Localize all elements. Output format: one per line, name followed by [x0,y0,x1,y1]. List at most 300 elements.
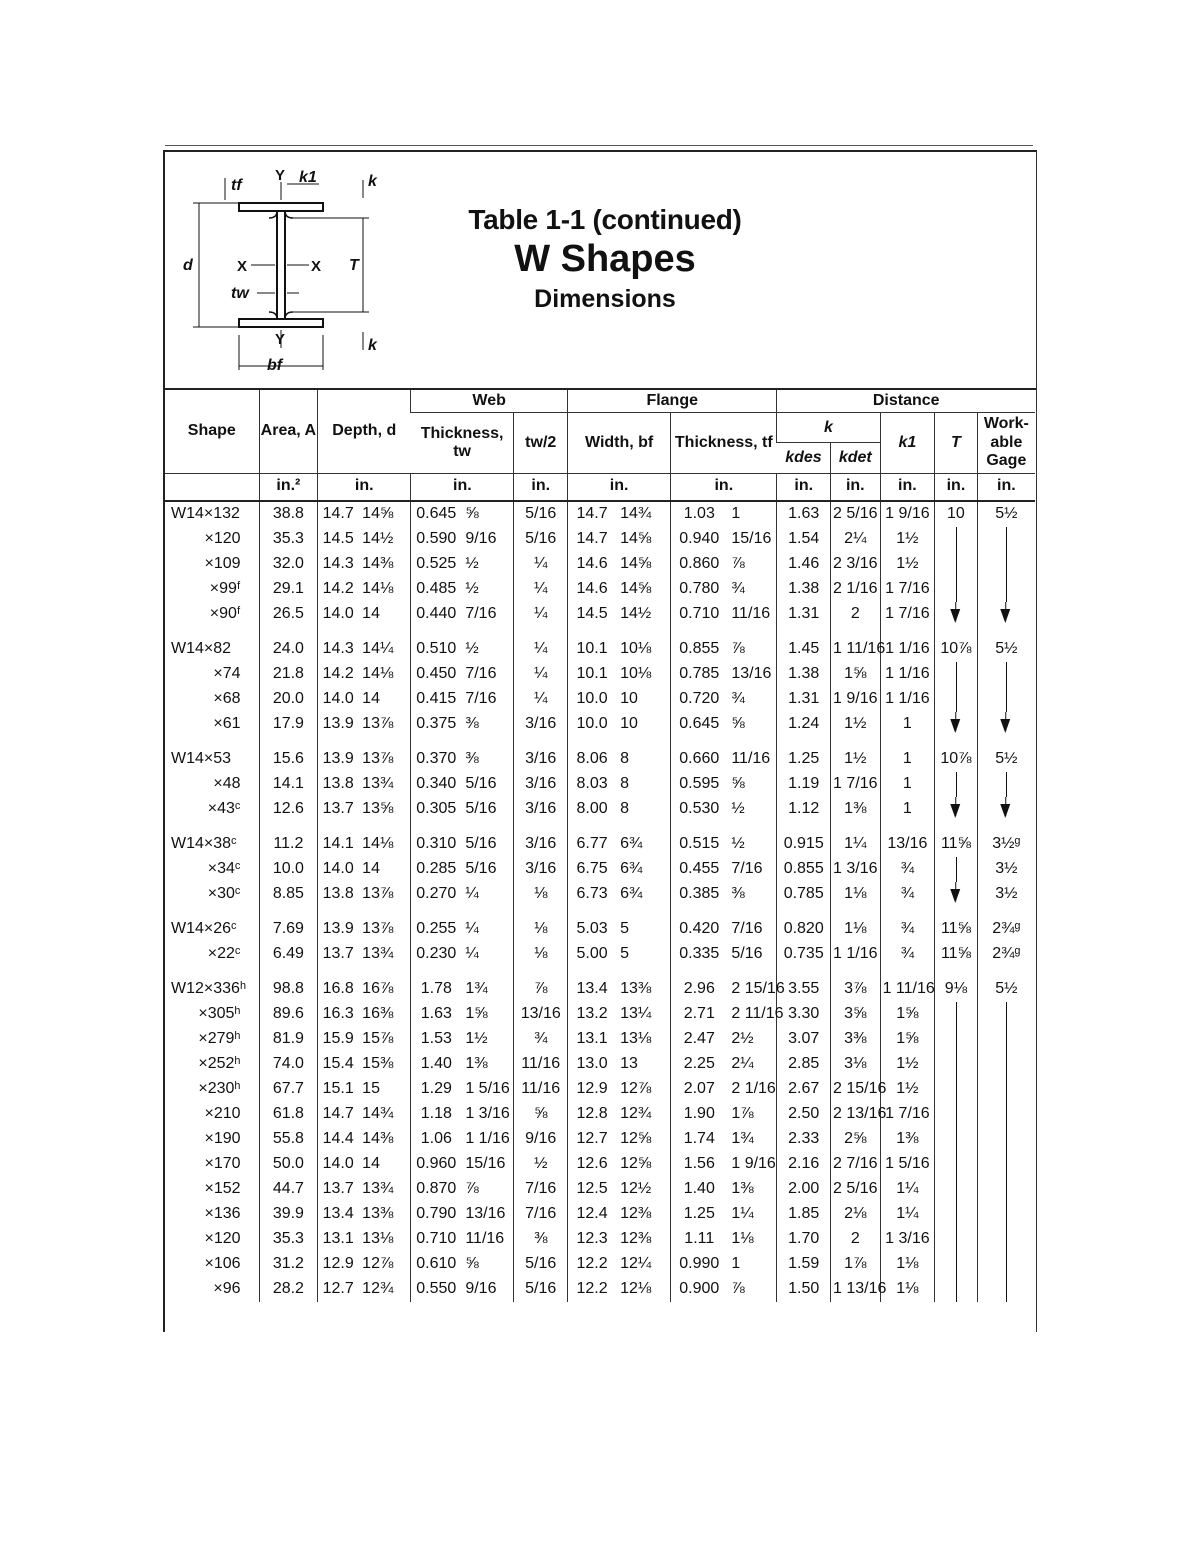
value-cell: 2.96 [671,977,728,1002]
fraction-cell: 12⅜ [620,1205,652,1223]
value-cell: 14.0 [318,602,358,627]
fraction-cell: 13⅜ [620,980,652,998]
value-cell: 1 1/16 [880,687,935,712]
spacer-cell [461,737,514,747]
value-cell: 14.1 [318,832,358,857]
spacer-cell [727,737,777,747]
value-cell: 14.5 [568,602,617,627]
fraction-cell: 15⅞ [362,1030,394,1048]
shape-cell: ×120 [204,1230,241,1248]
value-cell: 1½ [880,527,935,552]
continuation-line [956,1077,957,1102]
value-cell: 12.3 [568,1227,617,1252]
value-cell: 29.1 [259,577,318,602]
table-frame [163,150,1037,1332]
value-cell: 12.7 [318,1277,358,1302]
value-cell: 0.610 [411,1252,462,1277]
fraction-cell: 1⅜ [465,1055,488,1073]
value-cell: 12.8 [568,1102,617,1127]
value-cell: 2⅝ [831,1127,881,1152]
value-cell: 3/16 [514,857,568,882]
fraction-cell: 11/16 [465,1230,505,1248]
value-cell: 14.6 [568,577,617,602]
fraction-cell: 7/16 [465,605,497,623]
fraction-cell: 5/16 [731,945,763,963]
fraction-cell: 13⅝ [362,800,394,818]
fraction-cell: 14⅛ [362,665,394,683]
value-cell: 0.645 [411,501,462,527]
spacer-cell [831,737,881,747]
value-cell: 0.710 [671,602,728,627]
fraction-cell: 1 5/16 [465,1080,510,1098]
spacer-cell [777,967,831,977]
table-subtitle: Dimensions [534,285,676,313]
value-cell: ¼ [514,662,568,687]
fraction-cell: ⅞ [731,640,745,658]
value-cell: 13.1 [318,1227,358,1252]
fraction-cell: 1 1/16 [465,1130,510,1148]
value-cell: 1 3/16 [831,857,881,882]
value-cell: 24.0 [259,637,318,662]
spacer-cell [727,822,777,832]
value-cell: 10.0 [259,857,318,882]
value-cell: 0.510 [411,637,462,662]
fraction-cell: 13 [620,1055,638,1073]
fraction-cell: ½ [731,800,745,818]
value-cell: 1½ [831,747,881,772]
value-cell: 2 1/16 [831,577,881,602]
units-k1: in. [880,473,935,501]
shape-cell: ×30ᶜ [207,885,241,903]
fraction-cell: 2 15/16 [731,980,785,998]
value-cell: 8.85 [259,882,318,907]
shape-cell: ×120 [204,530,241,548]
value-cell: 1.12 [777,797,831,822]
value-cell [935,1227,977,1252]
value-cell: ¾ [880,857,935,882]
value-cell: 13.9 [318,747,358,772]
value-cell: 0.990 [671,1252,728,1277]
value-cell: 2.47 [671,1027,728,1052]
fraction-cell: 15⅜ [362,1055,394,1073]
spacer-cell [727,627,777,637]
header-k1: k1 [880,413,935,473]
fraction-cell: 11/16 [731,605,771,623]
fraction-cell: 14⅛ [362,580,394,598]
value-cell [935,1102,977,1127]
value-cell: 10.1 [568,637,617,662]
value-cell: ¾ [514,1027,568,1052]
continuation-line [956,1277,957,1302]
value-cell: 55.8 [259,1127,318,1152]
fraction-cell: 14⅜ [362,555,394,573]
spacer-cell [935,822,977,832]
x-left-label: X [237,258,248,275]
value-cell [977,1177,1035,1202]
fraction-cell: 14 [362,605,380,623]
value-cell: 0.420 [671,917,728,942]
value-cell: 2.33 [777,1127,831,1152]
fraction-cell: 14½ [620,605,652,623]
fraction-cell: ⅝ [731,715,745,733]
spacer-cell [880,737,935,747]
value-cell: 1.74 [671,1127,728,1152]
spacer-cell [259,967,318,977]
spacer-cell [671,627,728,637]
value-cell: 13.8 [318,882,358,907]
value-cell: 3⅞ [831,977,881,1002]
fraction-cell: 9/16 [465,1280,497,1298]
value-cell: 1 [880,797,935,822]
y-bottom-label: Y [275,331,286,348]
value-cell: 5½ [977,747,1035,772]
spacer-cell [165,627,259,637]
value-cell: 3½ᵍ [977,832,1035,857]
spacer-cell [568,967,617,977]
fraction-cell: 7/16 [465,665,497,683]
fraction-cell: 12¼ [620,1255,652,1273]
value-cell: 16.3 [318,1002,358,1027]
value-cell: 5/16 [514,1252,568,1277]
value-cell: 1.45 [777,637,831,662]
fraction-cell: 2 11/16 [731,1005,784,1023]
value-cell: 1 [880,772,935,797]
fraction-cell: 12¾ [362,1280,394,1298]
continuation-arrow-icon [955,602,956,621]
value-cell: 1.78 [411,977,462,1002]
value-cell [977,1202,1035,1227]
value-cell: 31.2 [259,1252,318,1277]
fraction-cell: 14½ [362,530,394,548]
shape-cell: W14×38ᶜ [171,835,237,853]
value-cell: 1 1/16 [880,637,935,662]
value-cell: 1¼ [880,1177,935,1202]
value-cell: 1½ [831,712,881,737]
units-flange-thickness: in. [671,473,777,501]
value-cell: 10⅞ [935,637,977,662]
continuation-line [1006,1127,1007,1152]
value-cell: 2.71 [671,1002,728,1027]
value-cell: 0.255 [411,917,462,942]
spacer-cell [880,627,935,637]
continuation-line [956,687,957,712]
spacer-cell [568,907,617,917]
header-web: Web [411,390,568,413]
value-cell: ¾ [880,942,935,967]
value-cell: 14.7 [318,1102,358,1127]
value-cell: 1.19 [777,772,831,797]
table-row [165,832,1035,857]
value-cell: 5.03 [568,917,617,942]
shape-cell: ×170 [204,1155,241,1173]
value-cell: 1 11/16 [880,977,935,1002]
value-cell: 13.2 [568,1002,617,1027]
fraction-cell: ½ [465,555,479,573]
value-cell [977,1002,1035,1027]
table-row [165,1002,1035,1027]
table-row [165,1102,1035,1127]
value-cell: 1½ [880,1052,935,1077]
value-cell: 0.590 [411,527,462,552]
value-cell: 0.310 [411,832,462,857]
value-cell: 1 3/16 [880,1227,935,1252]
value-cell: 74.0 [259,1052,318,1077]
spacer-cell [259,907,318,917]
shape-cell: ×106 [204,1255,241,1273]
table-row [165,1127,1035,1152]
title-block [445,204,765,314]
value-cell: 0.450 [411,662,462,687]
fraction-cell: 14⅝ [620,580,652,598]
value-cell: 1 5/16 [880,1152,935,1177]
value-cell: 14.7 [318,501,358,527]
value-cell: 11⅝ [935,942,977,967]
value-cell: 1.90 [671,1102,728,1127]
fraction-cell: 6¾ [620,885,643,903]
value-cell: 13.9 [318,917,358,942]
fraction-cell: ⅞ [731,1280,745,1298]
fraction-cell: 14¾ [620,505,652,523]
fraction-cell: 13⅞ [362,750,394,768]
value-cell: 1 9/16 [831,687,881,712]
continuation-line [1006,1202,1007,1227]
fraction-cell: 2 1/16 [731,1080,776,1098]
value-cell: 5/16 [514,527,568,552]
value-cell: 67.7 [259,1077,318,1102]
value-cell: 0.595 [671,772,728,797]
fraction-cell: ⅞ [731,555,745,573]
value-cell: 15.6 [259,747,318,772]
value-cell: 0.720 [671,687,728,712]
continuation-line [956,1152,957,1177]
group-spacer [165,737,1035,747]
spacer-cell [461,907,514,917]
value-cell: 1.63 [777,501,831,527]
value-cell: 6.75 [568,857,617,882]
value-cell: ⅛ [514,917,568,942]
value-cell: 1¼ [880,1202,935,1227]
w-shape-section-diagram [179,170,379,380]
value-cell: 1.56 [671,1152,728,1177]
spacer-cell [514,627,568,637]
value-cell: 1.85 [777,1202,831,1227]
fraction-cell: ¾ [731,690,745,708]
fraction-cell: 14 [362,1155,380,1173]
table-row [165,797,1035,822]
header-kdes: kdes [777,443,831,473]
value-cell: 1½ [880,1077,935,1102]
fraction-cell: 13¾ [362,945,394,963]
table-row [165,917,1035,942]
spacer-cell [831,822,881,832]
header-area: Area, A [259,390,318,473]
table-row [165,747,1035,772]
value-cell: 12.2 [568,1252,617,1277]
continuation-line [956,527,957,552]
value-cell: 0.940 [671,527,728,552]
fraction-cell: 10 [620,715,638,733]
continuation-line [956,1002,957,1027]
continuation-arrow-icon [955,882,956,901]
table-row [165,501,1035,527]
value-cell [935,857,977,882]
value-cell: 3½ [977,882,1035,907]
fraction-cell: 13⅛ [620,1030,652,1048]
value-cell [935,602,977,627]
continuation-line [956,857,957,882]
value-cell: ¼ [514,577,568,602]
continuation-line [1006,1052,1007,1077]
spacer-cell [411,737,462,747]
value-cell: 2 13/16 [831,1102,881,1127]
value-cell: 10.1 [568,662,617,687]
value-cell: 1 [880,712,935,737]
fraction-cell: 8 [620,800,629,818]
value-cell: 13.8 [318,772,358,797]
fraction-cell: 13¾ [362,1180,394,1198]
shape-cell: ×90ᶠ [209,605,241,623]
continuation-line [956,1052,957,1077]
x-right-label: X [311,258,322,275]
value-cell: 1⅝ [831,662,881,687]
fraction-cell: 1¼ [731,1205,754,1223]
spacer-cell [831,967,881,977]
value-cell: 14.0 [318,1152,358,1177]
value-cell: 5/16 [514,501,568,527]
value-cell: 14.1 [259,772,318,797]
fraction-cell: 8 [620,775,629,793]
value-cell: 1 11/16 [831,637,881,662]
header-web-thickness: Thickness, tw [411,413,514,473]
shape-cell: W14×132 [171,505,240,523]
value-cell [935,577,977,602]
fraction-cell: 13/16 [731,665,772,683]
value-cell: 1.18 [411,1102,462,1127]
spacer-cell [935,627,977,637]
fraction-cell: 14⅛ [362,835,394,853]
value-cell: 21.8 [259,662,318,687]
top-rule [165,145,1033,146]
value-cell: 1.59 [777,1252,831,1277]
continuation-line [1006,1252,1007,1277]
fraction-cell: 14⅜ [362,1130,394,1148]
value-cell: 3/16 [514,712,568,737]
fraction-cell: ⅝ [465,505,479,523]
value-cell [977,712,1035,737]
value-cell: 0.780 [671,577,728,602]
fraction-cell: 13⅞ [362,920,394,938]
value-cell: 1.63 [411,1002,462,1027]
spacer-cell [977,627,1035,637]
table-row [165,1252,1035,1277]
value-cell: 0.855 [671,637,728,662]
value-cell: 16.8 [318,977,358,1002]
value-cell: 6.77 [568,832,617,857]
fraction-cell: 16⅞ [362,980,394,998]
value-cell: 0.335 [671,942,728,967]
value-cell: 0.900 [671,1277,728,1302]
spacer-cell [411,967,462,977]
value-cell: 1.54 [777,527,831,552]
value-cell: 0.710 [411,1227,462,1252]
spacer-cell [671,737,728,747]
fraction-cell: 12⅛ [620,1280,652,1298]
value-cell [935,772,977,797]
value-cell: 1.53 [411,1027,462,1052]
fraction-cell: 11/16 [731,750,771,768]
value-cell [935,1027,977,1052]
value-cell: 10.0 [568,687,617,712]
value-cell [977,1052,1035,1077]
units-gage: in. [977,473,1035,501]
value-cell: 5½ [977,501,1035,527]
spacer-cell [568,737,617,747]
fraction-cell: 2¼ [731,1055,754,1073]
continuation-line [956,1027,957,1052]
value-cell: 1 7/16 [880,602,935,627]
spacer-cell [727,967,777,977]
spacer-cell [514,967,568,977]
value-cell [935,712,977,737]
value-cell: 13.4 [568,977,617,1002]
value-cell: 50.0 [259,1152,318,1177]
table-row [165,662,1035,687]
value-cell: 44.7 [259,1177,318,1202]
value-cell: 1⅜ [831,797,881,822]
fraction-cell: 14⅝ [620,555,652,573]
value-cell: 10.0 [568,712,617,737]
value-cell [935,552,977,577]
fraction-cell: ⅞ [465,1180,479,1198]
value-cell: 1⅜ [880,1127,935,1152]
value-cell [977,552,1035,577]
spacer-cell [165,907,259,917]
shape-cell: W14×82 [171,640,232,658]
tw-label: tw [231,285,249,302]
header-flange: Flange [568,390,777,413]
spacer-cell [318,907,358,917]
spacer-cell [616,967,671,977]
table-row [165,857,1035,882]
fraction-cell: 7/16 [731,920,763,938]
value-cell: 3½ [977,857,1035,882]
value-cell: 35.3 [259,1227,318,1252]
value-cell: 0.870 [411,1177,462,1202]
value-cell: 0.285 [411,857,462,882]
value-cell: 1.24 [777,712,831,737]
value-cell: 1 1/16 [831,942,881,967]
spacer-cell [165,822,259,832]
value-cell: 13.4 [318,1202,358,1227]
spacer-cell [880,967,935,977]
table-title: W Shapes [514,238,696,280]
spacer-cell [461,967,514,977]
value-cell: 14.0 [318,857,358,882]
spacer-cell [358,967,411,977]
value-cell [935,1252,977,1277]
spacer-cell [411,627,462,637]
value-cell: 2 3/16 [831,552,881,577]
value-cell: ¼ [514,602,568,627]
continuation-arrow-icon [1006,602,1007,621]
value-cell: 1.03 [671,501,728,527]
fraction-cell: 1⅛ [731,1230,754,1248]
spacer-cell [461,822,514,832]
fraction-cell: 5/16 [465,800,497,818]
value-cell: 14.0 [318,687,358,712]
value-cell: 12.9 [318,1252,358,1277]
units-depth: in. [318,473,411,501]
